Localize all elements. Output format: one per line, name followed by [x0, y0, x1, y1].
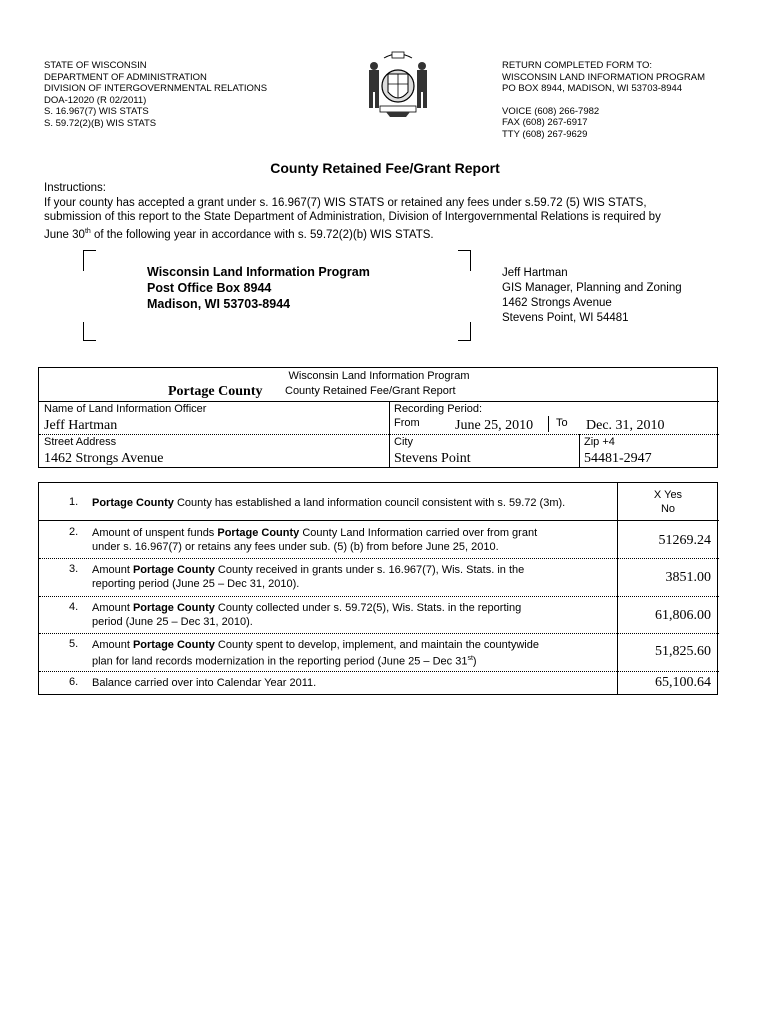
amount-field[interactable]: 51,825.60: [655, 644, 711, 659]
agency-line: DEPARTMENT OF ADMINISTRATION: [44, 71, 207, 83]
city-field[interactable]: Stevens Point: [394, 451, 471, 466]
return-line: WISCONSIN LAND INFORMATION PROGRAM: [502, 71, 706, 83]
to-label: To: [556, 417, 568, 429]
question-text: Amount of unspent funds Portage County County Land Information carried over from grant under s. 16.967(7) or retains any fees under sub. (5) (b) from before June 25, 2010.: [92, 527, 538, 553]
from-date-field[interactable]: June 25, 2010: [455, 418, 534, 433]
agency-line: STATE OF WISCONSIN: [44, 60, 147, 71]
window-corner-top-right: [458, 250, 471, 271]
amount-field[interactable]: 61,806.00: [655, 608, 711, 623]
mailing-address-line: Wisconsin Land Information Program: [147, 265, 370, 279]
question-number: 6.: [69, 676, 79, 688]
question-number: 5.: [69, 638, 79, 650]
officer-label: Name of Land Information Officer: [44, 403, 207, 415]
statute-line: S. 59.72(2)(B) WIS STATS: [44, 117, 157, 129]
question-text: Amount Portage County County spent to develop, implement, and maintain the countywide plan for land records modernization in the reporting period (June 25 – Dec 31st): [92, 639, 539, 668]
amount-field[interactable]: 3851.00: [665, 570, 711, 585]
program-heading: Wisconsin Land Information Program: [288, 370, 470, 382]
instructions-line: June 30th of the following year in accordance with s. 59.72(2)(b) WIS STATS.: [44, 227, 434, 241]
instructions-heading: Instructions:: [44, 182, 106, 194]
question-number: 1.: [69, 496, 79, 508]
recording-period-label: Recording Period:: [394, 403, 483, 415]
statute-line: S. 16.967(7) WIS STATS: [44, 106, 149, 117]
form-number: DOA-12020 (R 02/2011): [44, 94, 147, 106]
question-number: 4.: [69, 601, 79, 613]
mailing-address-line: Post Office Box 8944: [147, 281, 272, 295]
county-name: Portage County: [168, 384, 263, 399]
question-text: Amount Portage County County received in grants under s. 16.967(7), Wis. Stats. in the reporting period (June 25 – Dec 31, 2010).: [92, 564, 525, 590]
yes-option[interactable]: X Yes: [653, 489, 683, 501]
yes-no-answer[interactable]: [619, 488, 717, 516]
mailing-address: [147, 264, 370, 312]
instructions-line: submission of this report to the State Department of Administration, Division of Intergovernmental Relations is required by: [44, 211, 661, 223]
from-label: From: [394, 417, 420, 429]
sender-name: Jeff Hartman: [502, 267, 568, 279]
fax-number: FAX (608) 267-6917: [502, 117, 588, 128]
voice-phone: VOICE (608) 266-7982: [502, 105, 600, 117]
mailing-address-line: Madison, WI 53703-8944: [147, 297, 291, 311]
instructions: [44, 181, 734, 242]
sender-title: GIS Manager, Planning and Zoning: [502, 282, 682, 294]
street-label: Street Address: [44, 436, 117, 448]
sender-street: 1462 Strongs Avenue: [502, 297, 612, 309]
return-line: RETURN COMPLETED FORM TO:: [502, 60, 653, 71]
report-name: County Retained Fee/Grant Report: [285, 385, 456, 397]
window-corner-top-left: [83, 250, 96, 271]
question-text: Amount Portage County County collected under s. 59.72(5), Wis. Stats. in the reporting period (June 25 – Dec 31, 2010).: [92, 602, 522, 628]
question-text: Portage County County has established a land information council consistent with s. 59.72 (3m).: [92, 497, 566, 509]
officer-field[interactable]: Jeff Hartman: [44, 418, 118, 433]
to-date-field[interactable]: Dec. 31, 2010: [586, 418, 665, 433]
question-text: Balance carried over into Calendar Year 2011.: [92, 677, 317, 689]
question-number: 3.: [69, 563, 79, 575]
agency-line: DIVISION OF INTERGOVERNMENTAL RELATIONS: [44, 83, 268, 94]
amount-field[interactable]: 51269.24: [658, 533, 711, 548]
window-corner-bottom-right: [458, 322, 471, 341]
street-field[interactable]: 1462 Strongs Avenue: [44, 451, 164, 466]
questions-table: [38, 482, 718, 695]
sender-city: Stevens Point, WI 54481: [502, 312, 629, 324]
tty-number: TTY (608) 267-9629: [502, 128, 588, 140]
window-corner-bottom-left: [83, 322, 96, 341]
report-info-box: [38, 367, 718, 468]
sender-address: [502, 266, 682, 326]
zip-label: Zip +4: [584, 436, 615, 448]
agency-header: [44, 60, 267, 129]
wisconsin-seal-icon: [362, 50, 434, 118]
question-number: 2.: [69, 526, 79, 538]
city-label: City: [394, 436, 413, 448]
return-line: PO BOX 8944, MADISON, WI 53703-8944: [502, 83, 683, 94]
page-title: County Retained Fee/Grant Report: [270, 160, 500, 176]
return-address-block: [502, 60, 705, 140]
amount-field[interactable]: 65,100.64: [655, 675, 711, 690]
instructions-line: If your county has accepted a grant under s. 16.967(7) WIS STATS or retained any fees under s.59.72 (5) WIS STATS,: [44, 196, 647, 209]
zip-field[interactable]: 54481-2947: [584, 451, 652, 466]
no-option[interactable]: No: [660, 503, 676, 515]
